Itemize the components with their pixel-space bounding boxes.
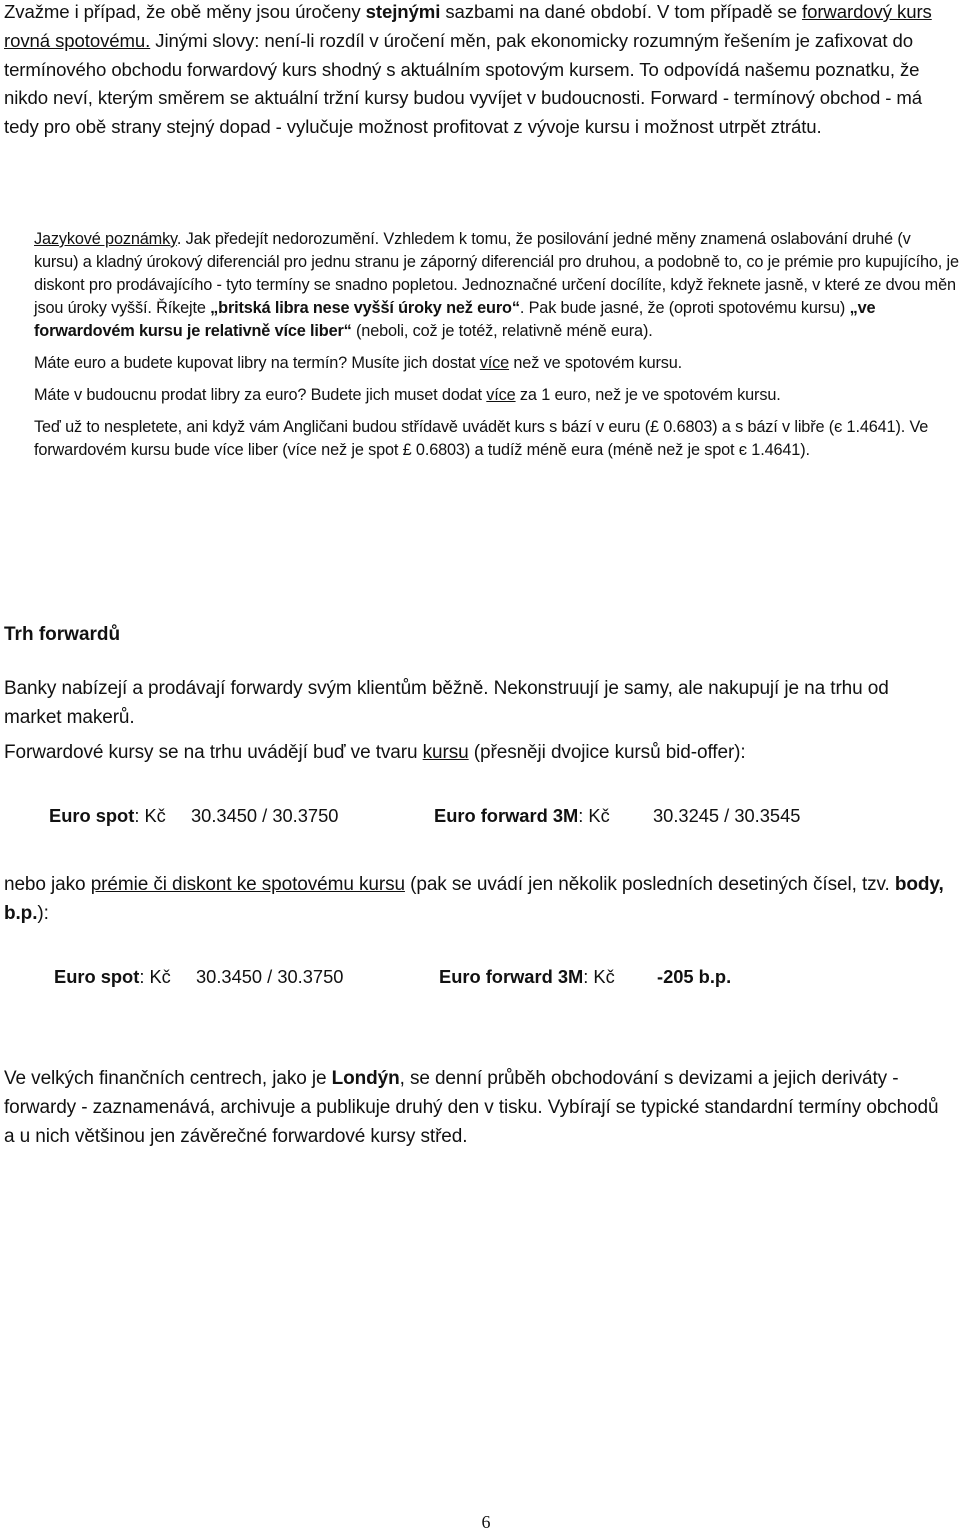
language-notes	[34, 228, 959, 471]
market-text: nebo jako	[4, 874, 91, 895]
section-heading: Trh forwardů	[4, 624, 121, 645]
market-paragraph: Banky nabízejí a prodávají forwardy svým klientům běžně. Nekonstruují je samy, ale nakupují je na trhu od market makerů.	[4, 678, 889, 728]
market-text: Forwardové kursy se na trhu uvádějí buď ve tvaru	[4, 742, 423, 763]
market-text: (přesněji dvojice kursů bid-offer):	[468, 742, 746, 763]
notes-title: Jazykové poznámky	[34, 230, 177, 248]
notes-underlined-text: více	[479, 354, 510, 372]
spot-quote	[49, 804, 166, 828]
intro-bold-text: stejnými	[365, 1, 441, 22]
notes-text: než ve spotovém kursu.	[509, 354, 683, 372]
notes-bold-text: „ve forwardovém kursu je relativně více liber“	[34, 299, 876, 340]
forward-quote	[434, 804, 610, 828]
quote-row-points	[54, 965, 934, 991]
forward-currency: : Kč	[578, 805, 610, 826]
notes-text: (neboli, což je totéž, relativně méně eura).	[351, 322, 653, 340]
page-number: 6	[481, 1512, 491, 1532]
notes-underlined-text: více	[486, 386, 516, 404]
quote-row-outright	[49, 804, 929, 830]
notes-summary: Teď už to nespletete, ani když vám Angličani budou střídavě uvádět kurs s bází v euru (£ 0.6803) a s bází v libře (є 1.4641). Ve forwardovém kursu bude více liber (více než je spot £ 0.6803) a tudíž méně eura (méně než je spot є 1.4641).	[34, 418, 929, 459]
spot-value: 30.3450 / 30.3750	[191, 805, 339, 826]
market-paragraph	[4, 1064, 949, 1151]
intro-text: sazbami na dané období. V tom případě se	[440, 1, 803, 22]
market-underlined-text: kursu	[422, 742, 469, 763]
spot-label: Euro spot	[54, 966, 140, 987]
intro-text: Zvažme i případ, že obě měny jsou úročeny	[4, 1, 366, 22]
market-intro	[4, 674, 949, 767]
forward-currency: : Kč	[583, 966, 615, 987]
forward-value: 30.3245 / 30.3545	[653, 805, 801, 826]
notes-bold-text: „britská libra nese vyšší úroky než euro“	[210, 299, 520, 317]
notes-question-1	[34, 352, 959, 375]
notes-text: za 1 euro, než je ve spotovém kursu.	[515, 386, 781, 404]
market-paragraph	[4, 870, 949, 928]
market-underlined-text: prémie či diskont ke spotovému kursu	[90, 874, 405, 895]
forward-label: Euro forward 3M	[434, 805, 579, 826]
spot-value: 30.3450 / 30.3750	[196, 966, 344, 987]
spot-quote	[54, 965, 171, 989]
intro-paragraph	[4, 0, 949, 142]
market-bold-text: Londýn	[331, 1068, 400, 1089]
forward-quote	[439, 965, 615, 989]
market-paragraph	[4, 738, 949, 767]
notes-question-2	[34, 384, 959, 407]
intro-underlined-text: forwardový kurs rovná spotovému.	[4, 1, 932, 51]
market-text: ):	[37, 903, 49, 924]
market-text: , se denní průběh obchodování s devizami a jejich deriváty - forwardy - zaznamenává, archivuje a publikuje druhý den v tisku. Vybírají se typické standardní termíny obchodů a u nich většinou jen závěrečné forwardové kursy střed.	[4, 1068, 939, 1147]
notes-text: . Jak předejít nedorozumění. Vzhledem k tomu, že posilování jedné měny znamená oslabování druhé (v kursu) a kladný úrokový diferenciál pro jednu stranu je záporný diferenciál pro druhou, a podobně to, co je prémie pro kupujícího, je diskont pro prodávajícího - tyto termíny se snadno popletou. Jednoznačné určení docílíte, když řeknete jasně, v které ze dvou měn jsou úroky vyšší. Říkejte	[34, 230, 959, 317]
spot-label: Euro spot	[49, 805, 135, 826]
spot-currency: : Kč	[134, 805, 166, 826]
market-bold-text: body, b.p.	[4, 874, 944, 924]
notes-paragraph	[34, 228, 959, 343]
notes-text: Máte v budoucnu prodat libry za euro? Budete jich muset dodat	[34, 386, 487, 404]
intro-text: Jinými slovy: není-li rozdíl v úročení měn, pak ekonomicky rozumným řešením je zafixovat do termínového obchodu forwardový kurs shodný s aktuálním spotovým kursem. To odpovídá našemu poznatku, že nikdo neví, kterým směrem se aktuální tržní kursy budou vyvíjet v budoucnosti. Forward - termínový obchod - má tedy pro obě strany stejný dopad - vylučuje možnost profitovat z vývoje kursu i možnost utrpět ztrátu.	[4, 29, 923, 138]
notes-text: Máte euro a budete kupovat libry na termín? Musíte jich dostat	[34, 354, 480, 372]
market-text: Ve velkých finančních centrech, jako je	[4, 1068, 332, 1089]
spot-currency: : Kč	[139, 966, 171, 987]
market-text: (pak se uvádí jen několik posledních desetiných čísel, tzv.	[404, 874, 895, 895]
notes-text: . Pak bude jasné, že (oproti spotovému kursu)	[519, 299, 850, 317]
forward-value: -205 b.p.	[657, 966, 732, 987]
forward-label: Euro forward 3M	[439, 966, 584, 987]
